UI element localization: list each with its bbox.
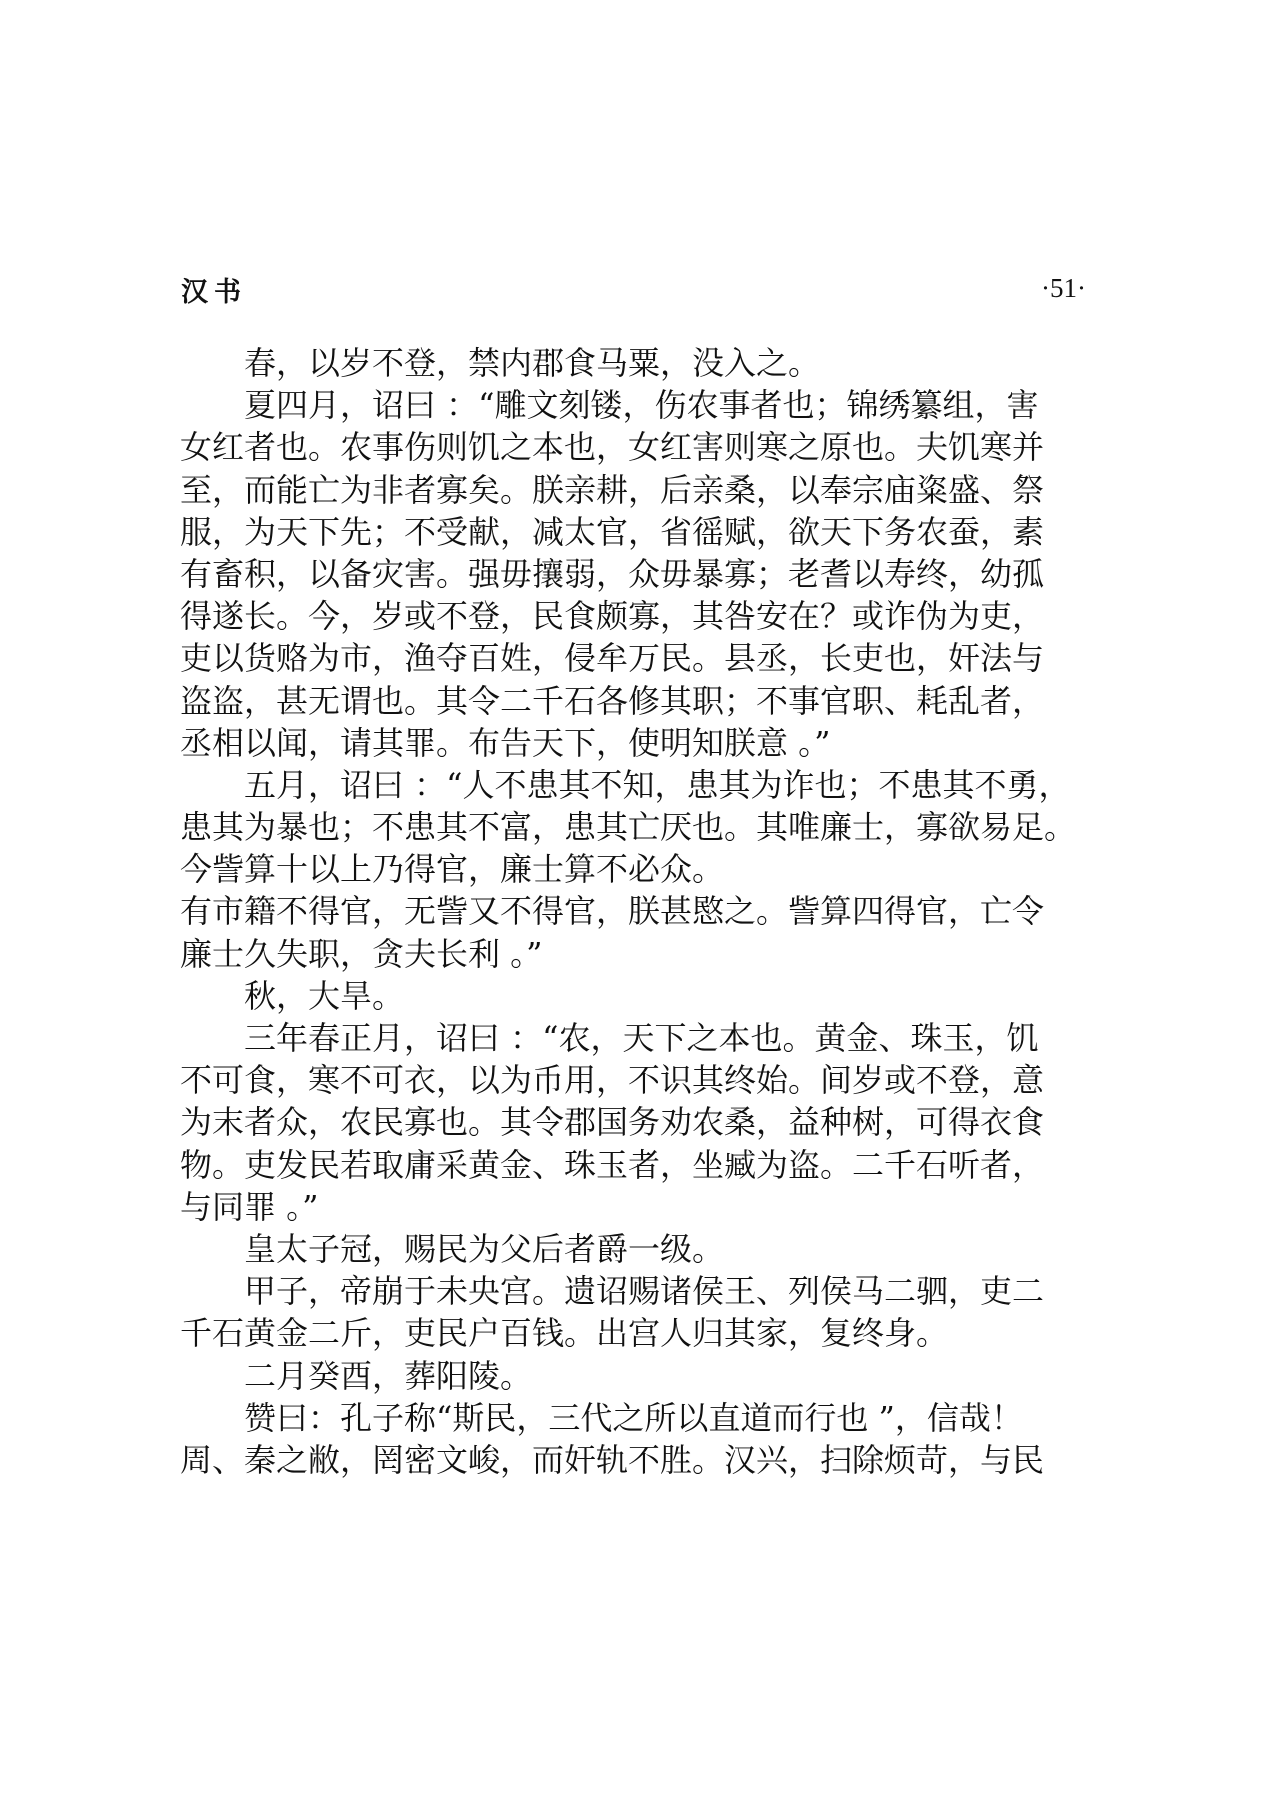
text-line: 三年春正月，诏曰 ：“农，天下之本也。黄金、珠玉，饥 — [244, 1019, 1039, 1057]
text-line: 吏以货赂为市，渔夺百姓，侵牟万民。县丞，长吏也，奸法与 — [180, 639, 1045, 678]
text-line: 至，而能亡为非者寡矣。朕亲耕，后亲桑，以奉宗庙粢盛、祭 — [180, 470, 1045, 509]
page-number: ·51· — [1041, 273, 1086, 303]
text-line: 物。吏发民若取庸采黄金、珠玉者，坐臧为盗。二千石听者， — [180, 1145, 1045, 1184]
text-line: 廉士久失职，贪夫长利 。” — [180, 934, 543, 973]
text-line: 五月，诏曰 ：“人不患其不知，患其为诈也；不患其不勇， — [244, 765, 1071, 804]
text-line: 今訾算十以上乃得官，廉士算不必众。 — [180, 850, 725, 889]
text-line: 服，为天下先；不受献，减太官，省徭赋，欲天下务农蚕，素 — [180, 512, 1045, 551]
text-line: 千石黄金二斤，吏民户百钱。出宫人归其家，复终身。 — [180, 1314, 949, 1353]
text-line: 春，以岁不登，禁内郡食马粟，没入之。 — [244, 344, 821, 382]
text-line: 夏四月，诏曰 ：“雕文刻镂，伤农事者也；锦绣纂组，害 — [244, 386, 1039, 425]
text-line: 皇太子冠，赐民为父后者爵一级。 — [244, 1229, 725, 1268]
text-line: 有畜积，以备灾害。强毋攘弱，众毋暴寡；老耆以寿终，幼孤 — [180, 554, 1045, 593]
text-line: 有市籍不得官，无訾又不得官，朕甚愍之。訾算四得官，亡令 — [180, 892, 1045, 931]
text-line: 二月癸酉，葬阳陵。 — [244, 1356, 533, 1395]
body-text — [180, 342, 1080, 1481]
text-line: 周、秦之敝，罔密文峻，而奸轨不胜。汉兴，扫除烦苛，与民 — [180, 1440, 1045, 1479]
text-line: 秋，大旱。 — [244, 976, 405, 1015]
text-line: 甲子，帝崩于未央宫。遗诏赐诸侯王、列侯马二驷，吏二 — [244, 1272, 1045, 1311]
running-head-title: 汉书 — [181, 277, 247, 308]
text-line: 女红者也。农事伤则饥之本也，女红害则寒之原也。夫饥寒并 — [180, 428, 1045, 467]
text-line: 丞相以闻，请其罪。布告天下，使明知朕意 。” — [180, 723, 831, 762]
text-line: 不可食，寒不可衣，以为币用，不识其终始。间岁或不登，意 — [180, 1061, 1045, 1100]
text-line: 得遂长。今，岁或不登，民食颇寡，其咎安在？或诈伪为吏， — [180, 597, 1045, 636]
text-line: 盗盗，甚无谓也。其令二千石各修其职；不事官职、耗乱者， — [180, 681, 1045, 720]
text-line: 患其为暴也；不患其不富，患其亡厌也。其唯廉士，寡欲易足。 — [180, 808, 1077, 847]
text-line: 与同罪 。” — [180, 1187, 319, 1226]
text-line: 赞曰：孔子称“斯民，三代之所以直道而行也 ”，信哉！ — [244, 1398, 1023, 1437]
text-line: 为末者众，农民寡也。其令郡国务劝农桑，益种树，可得衣食 — [180, 1103, 1045, 1142]
